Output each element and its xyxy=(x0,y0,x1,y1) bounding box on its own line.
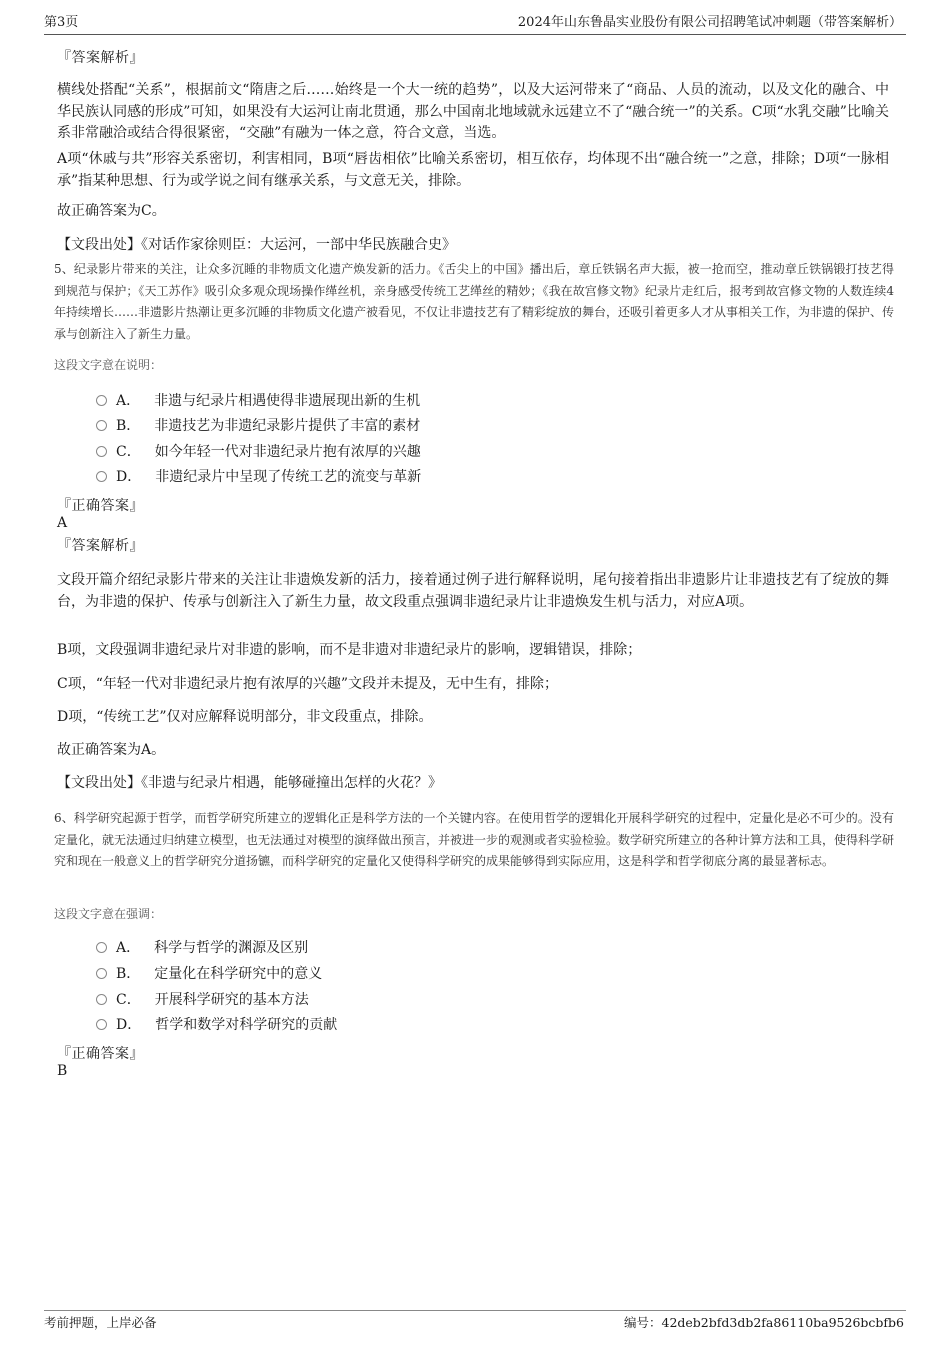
source-citation: 【文段出处】《非遗与纪录片相遇，能够碰撞出怎样的火花？》 xyxy=(57,775,442,791)
radio-icon[interactable] xyxy=(96,420,107,431)
question-6-option-b[interactable]: B． 定量化在科学研究中的意义 xyxy=(96,963,322,985)
radio-icon[interactable] xyxy=(96,942,107,953)
page-footer xyxy=(44,1310,906,1333)
question-5-option-b[interactable]: B． 非遗技艺为非遗纪录影片提供了丰富的素材 xyxy=(96,415,420,437)
page-header xyxy=(44,14,906,35)
question-6-option-d[interactable]: D． 哲学和数学对科学研究的贡献 xyxy=(96,1014,337,1036)
analysis-paragraph: A项“休戚与共”形容关系密切，利害相同，B项“唇齿相依”比喻关系密切，相互依存，均体现不出“融合统一”之意，排除；D项“一脉相承”指某种思想、行为或学说之间有继承关系，与文意无关，排除。 xyxy=(57,151,889,189)
question-6-option-c[interactable]: C． 开展科学研究的基本方法 xyxy=(96,989,309,1011)
radio-icon[interactable] xyxy=(96,994,107,1005)
analysis-label: 『答案解析』 xyxy=(57,538,144,554)
document-title: 2024年山东鲁晶实业股份有限公司招聘笔试冲刺题（带答案解析） xyxy=(517,15,902,30)
correct-answer: A xyxy=(57,515,68,531)
analysis-paragraph: D项，“传统工艺”仅对应解释说明部分，非文段重点，排除。 xyxy=(57,709,433,725)
question-5-prompt: 这段文字意在说明： xyxy=(54,358,163,372)
question-6-option-a[interactable]: A． 科学与哲学的渊源及区别 xyxy=(96,937,308,959)
question-5-option-d[interactable]: D． 非遗纪录片中呈现了传统工艺的流变与革新 xyxy=(96,466,421,488)
radio-icon[interactable] xyxy=(96,471,107,482)
radio-icon[interactable] xyxy=(96,968,107,979)
page-number: 第3页 xyxy=(44,15,79,30)
footer-slogan: 考前押题，上岸必备 xyxy=(44,1315,157,1330)
question-6-prompt: 这段文字意在强调： xyxy=(54,907,163,921)
source-citation: 【文段出处】《对话作家徐则臣：大运河，一部中华民族融合史》 xyxy=(57,237,456,253)
radio-icon[interactable] xyxy=(96,1019,107,1030)
radio-icon[interactable] xyxy=(96,446,107,457)
analysis-paragraph: 横线处搭配“关系”，根据前文“隋唐之后……始终是一个大一统的趋势”，以及大运河带来了“商品、人员的流动，以及文化的融合、中华民族认同感的形成”可知，如果没有大运河让南北贯通，那么中国南北地域就永远建立不了“融合统一”的关系。C项“水乳交融”比喻关系非常融洽或结合得很紧密，“交融”有融为一体之意，符合文意，当选。 xyxy=(57,82,889,141)
analysis-label: 『答案解析』 xyxy=(57,50,144,66)
analysis-paragraph: 文段开篇介绍纪录影片带来的关注让非遗焕发新的活力，接着通过例子进行解释说明，尾句接着指出非遗影片让非遗技艺有了绽放的舞台，为非遗的保护、传承与创新注入了新生力量，故文段重点强调非遗纪录片让非遗焕发生机与活力，对应A项。 xyxy=(57,572,889,610)
question-5-option-c[interactable]: C． 如今年轻一代对非遗纪录片抱有浓厚的兴趣 xyxy=(96,441,421,463)
document-id: 编号：42deb2bfd3db2fa86110ba9526bcbfb6 xyxy=(624,1315,904,1330)
question-6-text: 6、科学研究起源于哲学，而哲学研究所建立的逻辑化正是科学方法的一个关键内容。在使用哲学的逻辑化开展科学研究的过程中，定量化是必不可少的。没有定量化，就无法通过归纳建立模型，也无法通过对模型的演绎做出预言，并被进一步的观测或者实验检验。数学研究所建立的各种计算方法和工具，使得科学研究和现在一般意义上的哲学研究分道扬镳，而科学研究的定量化又使得科学研究的成果能够得到实际应用，这是科学和哲学彻底分离的最显著标志。 xyxy=(54,811,895,869)
analysis-conclusion: 故正确答案为A。 xyxy=(57,742,166,758)
analysis-paragraph: B项，文段强调非遗纪录片对非遗的影响，而不是非遗对非遗纪录片的影响，逻辑错误，排除； xyxy=(57,642,642,658)
correct-answer: B xyxy=(57,1063,68,1079)
radio-icon[interactable] xyxy=(96,395,107,406)
analysis-paragraph: C项，“年轻一代对非遗纪录片抱有浓厚的兴趣”文段并未提及，无中生有，排除； xyxy=(57,676,559,692)
question-5-option-a[interactable]: A． 非遗与纪录片相遇使得非遗展现出新的生机 xyxy=(96,390,420,412)
analysis-conclusion: 故正确答案为C。 xyxy=(57,203,166,219)
correct-answer-label: 『正确答案』 xyxy=(57,1046,144,1062)
question-5-text: 5、纪录影片带来的关注，让众多沉睡的非物质文化遗产焕发新的活力。《舌尖上的中国》播出后，章丘铁锅名声大振，被一抢而空，推动章丘铁锅锻打技艺得到规范与保护；《天工苏作》吸引众多观众现场操作缂丝机，亲身感受传统工艺缂丝的精妙；《我在故宫修文物》纪录片走红后，报考到故宫修文物的人数连续4年持续增长……非遗影片热潮让更多沉睡的非物质文化遗产被看见，不仅让非遗技艺有了精彩绽放的舞台，还吸引着更多人才从事相关工作，为非遗的保护、传承与创新注入了新生力量。 xyxy=(54,262,895,341)
correct-answer-label: 『正确答案』 xyxy=(57,498,144,514)
